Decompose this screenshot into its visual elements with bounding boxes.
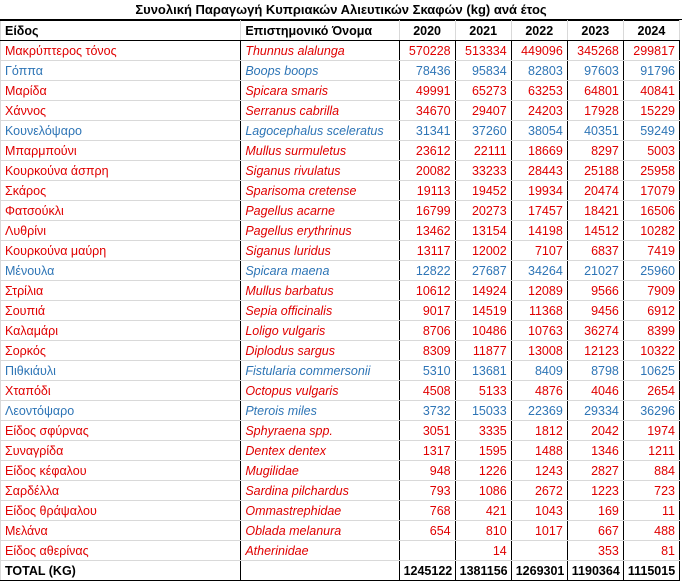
scientific-name-cell: Sphyraena spp. (241, 421, 399, 441)
value-cell: 1086 (455, 481, 511, 501)
value-cell: 299817 (623, 41, 679, 61)
value-cell: 449096 (511, 41, 567, 61)
value-cell: 15229 (623, 101, 679, 121)
value-cell: 1211 (623, 441, 679, 461)
table-row (1, 301, 680, 321)
table-row (1, 161, 680, 181)
production-table (0, 20, 680, 581)
value-cell: 768 (399, 501, 455, 521)
value-cell: 6912 (623, 301, 679, 321)
value-cell: 3051 (399, 421, 455, 441)
value-cell: 1017 (511, 521, 567, 541)
species-name-cell: Είδος σφύρνας (1, 421, 241, 441)
value-cell: 78436 (399, 61, 455, 81)
value-cell: 1223 (567, 481, 623, 501)
scientific-name-cell: Mullus surmuletus (241, 141, 399, 161)
species-name-cell: Κουρκούνα μαύρη (1, 241, 241, 261)
species-name-cell: Είδος αθερίνας (1, 541, 241, 561)
value-cell: 8798 (567, 361, 623, 381)
scientific-name-cell: Oblada melanura (241, 521, 399, 541)
scientific-name-cell: Atherinidae (241, 541, 399, 561)
value-cell: 8409 (511, 361, 567, 381)
species-name-cell: Λεοντόψαρο (1, 401, 241, 421)
value-cell: 10625 (623, 361, 679, 381)
scientific-name-cell: Pagellus erythrinus (241, 221, 399, 241)
table-row (1, 321, 680, 341)
scientific-name-cell: Pterois miles (241, 401, 399, 421)
value-cell: 2672 (511, 481, 567, 501)
value-cell: 353 (567, 541, 623, 561)
value-cell: 1974 (623, 421, 679, 441)
value-cell: 22111 (455, 141, 511, 161)
species-name-cell: Σκάρος (1, 181, 241, 201)
species-name-cell: Συναγρίδα (1, 441, 241, 461)
value-cell: 25188 (567, 161, 623, 181)
value-cell: 10612 (399, 281, 455, 301)
value-cell: 29334 (567, 401, 623, 421)
value-cell: 13154 (455, 221, 511, 241)
value-cell: 488 (623, 521, 679, 541)
value-cell: 2042 (567, 421, 623, 441)
scientific-name-cell: Mugilidae (241, 461, 399, 481)
value-cell: 36274 (567, 321, 623, 341)
species-name-cell: Στρίλια (1, 281, 241, 301)
value-cell: 667 (567, 521, 623, 541)
value-cell: 654 (399, 521, 455, 541)
table-row (1, 201, 680, 221)
value-cell: 64801 (567, 81, 623, 101)
value-cell: 9456 (567, 301, 623, 321)
species-name-cell: Μακρύπτερος τόνος (1, 41, 241, 61)
value-cell: 7909 (623, 281, 679, 301)
value-cell: 1595 (455, 441, 511, 461)
value-cell: 810 (455, 521, 511, 541)
value-cell: 1812 (511, 421, 567, 441)
value-cell: 5133 (455, 381, 511, 401)
table-row (1, 441, 680, 461)
value-cell: 345268 (567, 41, 623, 61)
table-row (1, 241, 680, 261)
value-cell: 23612 (399, 141, 455, 161)
value-cell: 7419 (623, 241, 679, 261)
scientific-name-cell: Mullus barbatus (241, 281, 399, 301)
value-cell: 948 (399, 461, 455, 481)
value-cell: 34264 (511, 261, 567, 281)
header-year: 2021 (455, 21, 511, 41)
value-cell: 14519 (455, 301, 511, 321)
table-row (1, 281, 680, 301)
value-cell: 1226 (455, 461, 511, 481)
value-cell: 10282 (623, 221, 679, 241)
header-species: Είδος (1, 21, 241, 41)
scientific-name-cell: Boops boops (241, 61, 399, 81)
value-cell: 8297 (567, 141, 623, 161)
scientific-name-cell: Sepia officinalis (241, 301, 399, 321)
table-row (1, 341, 680, 361)
value-cell: 49991 (399, 81, 455, 101)
species-name-cell: Σουπιά (1, 301, 241, 321)
table-title: Συνολική Παραγωγή Κυπριακών Αλιευτικών Σκαφών (kg) ανά έτος (0, 0, 682, 20)
value-cell (399, 541, 455, 561)
value-cell: 513334 (455, 41, 511, 61)
scientific-name-cell: Fistularia commersonii (241, 361, 399, 381)
value-cell: 14198 (511, 221, 567, 241)
table-row (1, 461, 680, 481)
species-name-cell: Είδος κέφαλου (1, 461, 241, 481)
scientific-name-cell: Spicara maena (241, 261, 399, 281)
scientific-name-cell: Sparisoma cretense (241, 181, 399, 201)
total-value: 1381156 (455, 561, 511, 581)
value-cell: 4046 (567, 381, 623, 401)
value-cell: 1346 (567, 441, 623, 461)
value-cell: 1043 (511, 501, 567, 521)
total-row (1, 561, 680, 581)
value-cell: 12123 (567, 341, 623, 361)
value-cell: 7107 (511, 241, 567, 261)
value-cell: 9566 (567, 281, 623, 301)
value-cell: 17457 (511, 201, 567, 221)
value-cell: 18669 (511, 141, 567, 161)
value-cell: 12002 (455, 241, 511, 261)
value-cell: 91796 (623, 61, 679, 81)
value-cell: 8399 (623, 321, 679, 341)
total-value: 1269301 (511, 561, 567, 581)
scientific-name-cell: Loligo vulgaris (241, 321, 399, 341)
total-empty-cell (241, 561, 399, 581)
value-cell: 97603 (567, 61, 623, 81)
value-cell: 1243 (511, 461, 567, 481)
scientific-name-cell: Sardina pilchardus (241, 481, 399, 501)
species-name-cell: Καλαμάρι (1, 321, 241, 341)
species-name-cell: Μελάνα (1, 521, 241, 541)
value-cell: 3732 (399, 401, 455, 421)
header-year: 2024 (623, 21, 679, 41)
value-cell: 884 (623, 461, 679, 481)
species-name-cell: Κουνελόψαρο (1, 121, 241, 141)
scientific-name-cell: Siganus rivulatus (241, 161, 399, 181)
value-cell: 28443 (511, 161, 567, 181)
value-cell: 8706 (399, 321, 455, 341)
scientific-name-cell: Thunnus alalunga (241, 41, 399, 61)
value-cell: 793 (399, 481, 455, 501)
header-year: 2020 (399, 21, 455, 41)
species-name-cell: Φατσούκλι (1, 201, 241, 221)
total-value: 1115015 (623, 561, 679, 581)
value-cell: 21027 (567, 261, 623, 281)
value-cell: 15033 (455, 401, 511, 421)
value-cell: 3335 (455, 421, 511, 441)
value-cell: 11 (623, 501, 679, 521)
species-name-cell: Μαρίδα (1, 81, 241, 101)
value-cell: 14924 (455, 281, 511, 301)
value-cell: 20273 (455, 201, 511, 221)
table-row (1, 81, 680, 101)
value-cell: 421 (455, 501, 511, 521)
scientific-name-cell: Siganus luridus (241, 241, 399, 261)
value-cell: 33233 (455, 161, 511, 181)
value-cell: 10322 (623, 341, 679, 361)
value-cell: 1317 (399, 441, 455, 461)
scientific-name-cell: Spicara smaris (241, 81, 399, 101)
table-row (1, 401, 680, 421)
value-cell: 18421 (567, 201, 623, 221)
value-cell: 40841 (623, 81, 679, 101)
table-row (1, 541, 680, 561)
scientific-name-cell: Ommastrephidae (241, 501, 399, 521)
table-row (1, 501, 680, 521)
value-cell: 19452 (455, 181, 511, 201)
species-name-cell: Κουρκούνα άσπρη (1, 161, 241, 181)
value-cell: 13008 (511, 341, 567, 361)
value-cell: 10763 (511, 321, 567, 341)
value-cell: 20474 (567, 181, 623, 201)
value-cell: 29407 (455, 101, 511, 121)
value-cell: 65273 (455, 81, 511, 101)
table-row (1, 261, 680, 281)
value-cell: 12089 (511, 281, 567, 301)
value-cell: 12822 (399, 261, 455, 281)
scientific-name-cell: Serranus cabrilla (241, 101, 399, 121)
value-cell: 27687 (455, 261, 511, 281)
value-cell: 95834 (455, 61, 511, 81)
value-cell: 6837 (567, 241, 623, 261)
species-name-cell: Χταπόδι (1, 381, 241, 401)
value-cell: 59249 (623, 121, 679, 141)
table-row (1, 41, 680, 61)
total-value: 1190364 (567, 561, 623, 581)
header-year: 2023 (567, 21, 623, 41)
value-cell: 19113 (399, 181, 455, 201)
species-name-cell: Σορκός (1, 341, 241, 361)
value-cell: 11368 (511, 301, 567, 321)
scientific-name-cell: Octopus vulgaris (241, 381, 399, 401)
header-year: 2022 (511, 21, 567, 41)
scientific-name-cell: Diplodus sargus (241, 341, 399, 361)
table-row (1, 101, 680, 121)
species-name-cell: Γόππα (1, 61, 241, 81)
value-cell: 82803 (511, 61, 567, 81)
table-row (1, 121, 680, 141)
value-cell: 2654 (623, 381, 679, 401)
value-cell: 723 (623, 481, 679, 501)
species-name-cell: Σαρδέλλα (1, 481, 241, 501)
value-cell: 4876 (511, 381, 567, 401)
table-row (1, 361, 680, 381)
value-cell: 17079 (623, 181, 679, 201)
value-cell: 8309 (399, 341, 455, 361)
value-cell: 169 (567, 501, 623, 521)
value-cell: 13117 (399, 241, 455, 261)
value-cell: 38054 (511, 121, 567, 141)
header-scientific-name: Επιστημονικό Όνομα (241, 21, 399, 41)
value-cell: 16506 (623, 201, 679, 221)
value-cell: 9017 (399, 301, 455, 321)
value-cell: 34670 (399, 101, 455, 121)
value-cell: 31341 (399, 121, 455, 141)
value-cell: 25960 (623, 261, 679, 281)
value-cell: 19934 (511, 181, 567, 201)
value-cell: 1488 (511, 441, 567, 461)
scientific-name-cell: Dentex dentex (241, 441, 399, 461)
table-row (1, 521, 680, 541)
value-cell: 4508 (399, 381, 455, 401)
value-cell: 17928 (567, 101, 623, 121)
species-name-cell: Μένουλα (1, 261, 241, 281)
value-cell: 14512 (567, 221, 623, 241)
value-cell: 13462 (399, 221, 455, 241)
value-cell: 2827 (567, 461, 623, 481)
scientific-name-cell: Lagocephalus sceleratus (241, 121, 399, 141)
species-name-cell: Πιθκιάυλι (1, 361, 241, 381)
species-name-cell: Λυθρίνι (1, 221, 241, 241)
value-cell: 37260 (455, 121, 511, 141)
total-label: TOTAL (KG) (1, 561, 241, 581)
value-cell (511, 541, 567, 561)
value-cell: 5310 (399, 361, 455, 381)
value-cell: 22369 (511, 401, 567, 421)
table-row (1, 421, 680, 441)
value-cell: 5003 (623, 141, 679, 161)
value-cell: 20082 (399, 161, 455, 181)
value-cell: 16799 (399, 201, 455, 221)
table-row (1, 181, 680, 201)
species-name-cell: Μπαρμπούνι (1, 141, 241, 161)
value-cell: 570228 (399, 41, 455, 61)
table-row (1, 141, 680, 161)
value-cell: 36296 (623, 401, 679, 421)
value-cell: 25958 (623, 161, 679, 181)
table-row (1, 381, 680, 401)
value-cell: 81 (623, 541, 679, 561)
total-value: 1245122 (399, 561, 455, 581)
species-name-cell: Χάννος (1, 101, 241, 121)
value-cell: 40351 (567, 121, 623, 141)
value-cell: 13681 (455, 361, 511, 381)
value-cell: 14 (455, 541, 511, 561)
table-row (1, 481, 680, 501)
species-name-cell: Είδος θράψαλου (1, 501, 241, 521)
value-cell: 24203 (511, 101, 567, 121)
value-cell: 11877 (455, 341, 511, 361)
table-row (1, 221, 680, 241)
header-row (1, 21, 680, 41)
table-row (1, 61, 680, 81)
value-cell: 10486 (455, 321, 511, 341)
value-cell: 63253 (511, 81, 567, 101)
scientific-name-cell: Pagellus acarne (241, 201, 399, 221)
